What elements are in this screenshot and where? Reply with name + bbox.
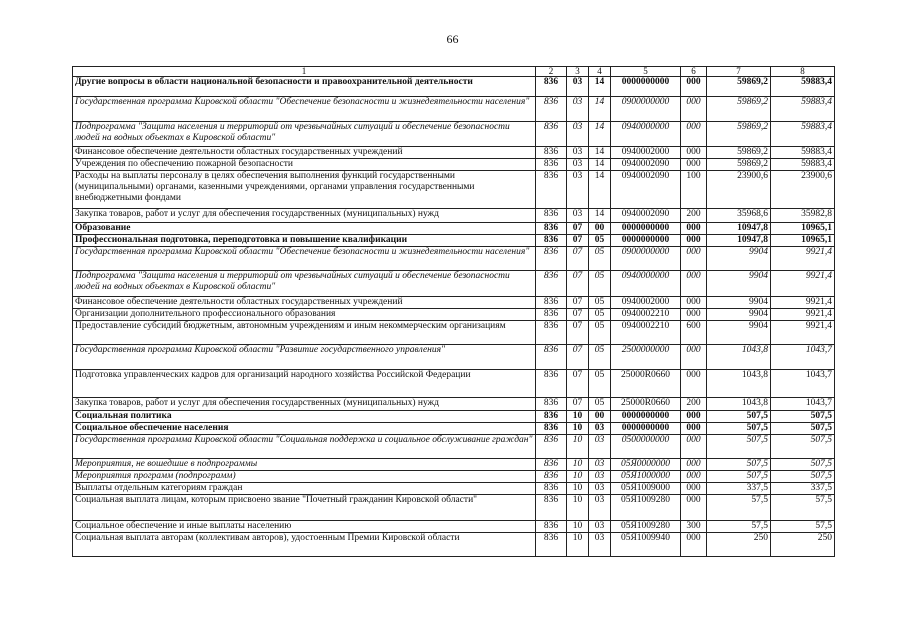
expense-type: 000 [681, 147, 707, 159]
expense-type: 300 [681, 521, 707, 533]
expense-type: 000 [681, 223, 707, 235]
table-row [73, 247, 835, 271]
section-code: 07 [567, 223, 589, 235]
section-code: 07 [567, 235, 589, 247]
target-article: 0940002090 [611, 209, 681, 223]
item-name: Организации дополнительного профессионального образования [73, 309, 536, 321]
ministry-code: 836 [536, 77, 567, 97]
amount-year-1: 1043,8 [707, 345, 771, 370]
page-number: 66 [446, 32, 459, 46]
section-code: 07 [567, 370, 589, 398]
target-article: 0940002090 [611, 171, 681, 209]
item-name: Государственная программа Кировской области "Социальная поддержка и социальное обслуживание граждан" [73, 435, 536, 459]
amount-year-2: 507,5 [771, 471, 835, 483]
ministry-code: 836 [536, 370, 567, 398]
amount-year-2: 10965,1 [771, 223, 835, 235]
amount-year-2: 507,5 [771, 423, 835, 435]
expense-type: 000 [681, 97, 707, 122]
amount-year-2: 23900,6 [771, 171, 835, 209]
subsection-code: 05 [589, 309, 611, 321]
header-cell: 2 [536, 67, 567, 77]
target-article: 0000000000 [611, 411, 681, 423]
ministry-code: 836 [536, 459, 567, 471]
subsection-code: 03 [589, 495, 611, 521]
amount-year-1: 9904 [707, 321, 771, 345]
ministry-code: 836 [536, 171, 567, 209]
item-name: Расходы на выплаты персоналу в целях обеспечения выполнения функций государственными (муниципальными) органами, казенными учреждениями, органами управления государственными внебюджетными фондами [73, 171, 536, 209]
ministry-code: 836 [536, 321, 567, 345]
amount-year-2: 57,5 [771, 495, 835, 521]
header-cell: 8 [771, 67, 835, 77]
target-article: 05Я1009940 [611, 533, 681, 557]
item-name: Социальная выплата лицам, которым присвоено звание "Почетный гражданин Кировской области" [73, 495, 536, 521]
ministry-code: 836 [536, 435, 567, 459]
subsection-code: 03 [589, 521, 611, 533]
table-row [73, 147, 835, 159]
ministry-code: 836 [536, 495, 567, 521]
expense-type: 000 [681, 345, 707, 370]
target-article: 0940002000 [611, 147, 681, 159]
target-article: 0000000000 [611, 77, 681, 97]
ministry-code: 836 [536, 271, 567, 297]
ministry-code: 836 [536, 345, 567, 370]
item-name: Закупка товаров, работ и услуг для обеспечения государственных (муниципальных) нужд [73, 209, 536, 223]
table-row [73, 533, 835, 557]
amount-year-2: 507,5 [771, 435, 835, 459]
ministry-code: 836 [536, 411, 567, 423]
expense-type: 000 [681, 471, 707, 483]
section-code: 07 [567, 297, 589, 309]
table-row [73, 459, 835, 471]
expense-type: 000 [681, 423, 707, 435]
amount-year-1: 507,5 [707, 471, 771, 483]
section-code: 10 [567, 411, 589, 423]
amount-year-1: 9904 [707, 309, 771, 321]
table-row [73, 471, 835, 483]
expense-type: 000 [681, 483, 707, 495]
subsection-code: 14 [589, 122, 611, 147]
expense-type: 000 [681, 495, 707, 521]
table-row [73, 209, 835, 223]
amount-year-2: 250 [771, 533, 835, 557]
amount-year-2: 9921,4 [771, 247, 835, 271]
section-code: 03 [567, 97, 589, 122]
amount-year-1: 59869,2 [707, 122, 771, 147]
section-code: 03 [567, 122, 589, 147]
budget-table [72, 66, 835, 557]
amount-year-1: 1043,8 [707, 370, 771, 398]
expense-type: 000 [681, 411, 707, 423]
item-name: Мероприятия, не вошедшие в подпрограммы [73, 459, 536, 471]
section-code: 03 [567, 171, 589, 209]
header-row [73, 67, 835, 77]
amount-year-2: 507,5 [771, 411, 835, 423]
header-cell: 4 [589, 67, 611, 77]
item-name: Финансовое обеспечение деятельности областных государственных учреждений [73, 297, 536, 309]
target-article: 05Я1000000 [611, 471, 681, 483]
header-cell: 6 [681, 67, 707, 77]
expense-type: 000 [681, 235, 707, 247]
ministry-code: 836 [536, 209, 567, 223]
amount-year-1: 59869,2 [707, 77, 771, 97]
table-row [73, 483, 835, 495]
subsection-code: 05 [589, 345, 611, 370]
table-row [73, 398, 835, 411]
amount-year-1: 23900,6 [707, 171, 771, 209]
table-row [73, 159, 835, 171]
expense-type: 000 [681, 435, 707, 459]
expense-type: 000 [681, 533, 707, 557]
subsection-code: 14 [589, 77, 611, 97]
amount-year-2: 337,5 [771, 483, 835, 495]
item-name: Другие вопросы в области национальной безопасности и правоохранительной деятельности [73, 77, 536, 97]
amount-year-2: 59883,4 [771, 122, 835, 147]
amount-year-1: 59869,2 [707, 159, 771, 171]
ministry-code: 836 [536, 533, 567, 557]
section-code: 03 [567, 209, 589, 223]
amount-year-2: 9921,4 [771, 321, 835, 345]
target-article: 0940000000 [611, 271, 681, 297]
table-row [73, 370, 835, 398]
section-code: 03 [567, 147, 589, 159]
section-code: 10 [567, 495, 589, 521]
subsection-code: 05 [589, 247, 611, 271]
subsection-code: 03 [589, 459, 611, 471]
section-code: 03 [567, 77, 589, 97]
header-cell: 3 [567, 67, 589, 77]
item-name: Мероприятия программ (подпрограмм) [73, 471, 536, 483]
amount-year-1: 9904 [707, 297, 771, 309]
amount-year-1: 250 [707, 533, 771, 557]
target-article: 25000R0660 [611, 370, 681, 398]
section-code: 10 [567, 435, 589, 459]
ministry-code: 836 [536, 471, 567, 483]
ministry-code: 836 [536, 97, 567, 122]
subsection-code: 03 [589, 423, 611, 435]
subsection-code: 14 [589, 171, 611, 209]
subsection-code: 14 [589, 147, 611, 159]
item-name: Государственная программа Кировской области "Развитие государственного управления" [73, 345, 536, 370]
section-code: 10 [567, 533, 589, 557]
target-article: 0000000000 [611, 423, 681, 435]
expense-type: 000 [681, 77, 707, 97]
subsection-code: 14 [589, 159, 611, 171]
amount-year-1: 507,5 [707, 459, 771, 471]
subsection-code: 05 [589, 321, 611, 345]
table-row [73, 171, 835, 209]
section-code: 10 [567, 483, 589, 495]
section-code: 10 [567, 471, 589, 483]
subsection-code: 05 [589, 398, 611, 411]
table-row [73, 345, 835, 370]
target-article: 0500000000 [611, 435, 681, 459]
target-article: 0940002210 [611, 321, 681, 345]
subsection-code: 03 [589, 471, 611, 483]
amount-year-2: 57,5 [771, 521, 835, 533]
table-row [73, 97, 835, 122]
amount-year-2: 1043,7 [771, 370, 835, 398]
amount-year-1: 1043,8 [707, 398, 771, 411]
table-row [73, 297, 835, 309]
target-article: 25000R0660 [611, 398, 681, 411]
target-article: 0000000000 [611, 235, 681, 247]
expense-type: 000 [681, 159, 707, 171]
target-article: 05Я1009000 [611, 483, 681, 495]
amount-year-1: 507,5 [707, 423, 771, 435]
target-article: 0900000000 [611, 247, 681, 271]
table-row [73, 235, 835, 247]
section-code: 07 [567, 345, 589, 370]
ministry-code: 836 [536, 122, 567, 147]
item-name: Государственная программа Кировской области "Обеспечение безопасности и жизнедеятельности населения" [73, 247, 536, 271]
item-name: Подпрограмма "Защита населения и территорий от чрезвычайных ситуаций и обеспечение безопасности людей на водных объектах в Кировской области" [73, 122, 536, 147]
ministry-code: 836 [536, 247, 567, 271]
target-article: 0000000000 [611, 223, 681, 235]
target-article: 0940002090 [611, 159, 681, 171]
ministry-code: 836 [536, 521, 567, 533]
table-row [73, 495, 835, 521]
item-name: Подготовка управленческих кадров для организаций народного хозяйства Российской Федерации [73, 370, 536, 398]
amount-year-2: 59883,4 [771, 147, 835, 159]
table-row [73, 411, 835, 423]
ministry-code: 836 [536, 483, 567, 495]
item-name: Профессиональная подготовка, переподготовка и повышение квалификации [73, 235, 536, 247]
amount-year-2: 9921,4 [771, 297, 835, 309]
subsection-code: 05 [589, 297, 611, 309]
amount-year-1: 35968,6 [707, 209, 771, 223]
expense-type: 000 [681, 309, 707, 321]
expense-type: 600 [681, 321, 707, 345]
target-article: 0900000000 [611, 97, 681, 122]
amount-year-2: 59883,4 [771, 97, 835, 122]
ministry-code: 836 [536, 235, 567, 247]
item-name: Социальное обеспечение и иные выплаты населению [73, 521, 536, 533]
table-row [73, 435, 835, 459]
expense-type: 000 [681, 271, 707, 297]
amount-year-2: 59883,4 [771, 159, 835, 171]
amount-year-2: 9921,4 [771, 309, 835, 321]
ministry-code: 836 [536, 309, 567, 321]
section-code: 07 [567, 247, 589, 271]
expense-type: 200 [681, 398, 707, 411]
amount-year-2: 59883,4 [771, 77, 835, 97]
header-cell: 7 [707, 67, 771, 77]
header-cell: 5 [611, 67, 681, 77]
amount-year-1: 9904 [707, 247, 771, 271]
amount-year-2: 35982,8 [771, 209, 835, 223]
subsection-code: 03 [589, 533, 611, 557]
amount-year-1: 59869,2 [707, 97, 771, 122]
item-name: Социальная политика [73, 411, 536, 423]
item-name: Социальное обеспечение населения [73, 423, 536, 435]
amount-year-1: 57,5 [707, 521, 771, 533]
target-article: 0940000000 [611, 122, 681, 147]
amount-year-1: 507,5 [707, 435, 771, 459]
amount-year-2: 507,5 [771, 459, 835, 471]
subsection-code: 05 [589, 370, 611, 398]
table-row [73, 122, 835, 147]
expense-type: 000 [681, 370, 707, 398]
section-code: 07 [567, 321, 589, 345]
ministry-code: 836 [536, 223, 567, 235]
subsection-code: 05 [589, 271, 611, 297]
section-code: 07 [567, 309, 589, 321]
table-row [73, 521, 835, 533]
table-row [73, 423, 835, 435]
item-name: Государственная программа Кировской области "Обеспечение безопасности и жизнедеятельности населения" [73, 97, 536, 122]
target-article: 2500000000 [611, 345, 681, 370]
section-code: 07 [567, 271, 589, 297]
amount-year-2: 1043,7 [771, 398, 835, 411]
amount-year-2: 1043,7 [771, 345, 835, 370]
amount-year-1: 10947,8 [707, 223, 771, 235]
table-row [73, 271, 835, 297]
ministry-code: 836 [536, 147, 567, 159]
amount-year-1: 507,5 [707, 411, 771, 423]
subsection-code: 14 [589, 97, 611, 122]
item-name: Учреждения по обеспечению пожарной безопасности [73, 159, 536, 171]
expense-type: 100 [681, 171, 707, 209]
target-article: 05Я0000000 [611, 459, 681, 471]
section-code: 03 [567, 159, 589, 171]
expense-type: 200 [681, 209, 707, 223]
target-article: 05Я1009280 [611, 521, 681, 533]
amount-year-1: 9904 [707, 271, 771, 297]
expense-type: 000 [681, 297, 707, 309]
subsection-code: 00 [589, 223, 611, 235]
header-cell: 1 [73, 67, 536, 77]
ministry-code: 836 [536, 398, 567, 411]
table-row [73, 77, 835, 97]
amount-year-2: 9921,4 [771, 271, 835, 297]
section-code: 07 [567, 398, 589, 411]
subsection-code: 05 [589, 235, 611, 247]
amount-year-1: 337,5 [707, 483, 771, 495]
ministry-code: 836 [536, 297, 567, 309]
item-name: Образование [73, 223, 536, 235]
ministry-code: 836 [536, 423, 567, 435]
expense-type: 000 [681, 247, 707, 271]
amount-year-1: 57,5 [707, 495, 771, 521]
subsection-code: 03 [589, 483, 611, 495]
subsection-code: 00 [589, 411, 611, 423]
item-name: Предоставление субсидий бюджетным, автономным учреждениям и иным некоммерческим организациям [73, 321, 536, 345]
item-name: Выплаты отдельным категориям граждан [73, 483, 536, 495]
target-article: 0940002210 [611, 309, 681, 321]
amount-year-2: 10965,1 [771, 235, 835, 247]
subsection-code: 14 [589, 209, 611, 223]
target-article: 05Я1009280 [611, 495, 681, 521]
item-name: Социальная выплата авторам (коллективам авторов), удостоенным Премии Кировской области [73, 533, 536, 557]
section-code: 10 [567, 423, 589, 435]
table-row [73, 223, 835, 235]
item-name: Закупка товаров, работ и услуг для обеспечения государственных (муниципальных) нужд [73, 398, 536, 411]
section-code: 10 [567, 459, 589, 471]
amount-year-1: 59869,2 [707, 147, 771, 159]
table-row [73, 309, 835, 321]
table-row [73, 321, 835, 345]
section-code: 10 [567, 521, 589, 533]
expense-type: 000 [681, 459, 707, 471]
ministry-code: 836 [536, 159, 567, 171]
item-name: Финансовое обеспечение деятельности областных государственных учреждений [73, 147, 536, 159]
subsection-code: 03 [589, 435, 611, 459]
expense-type: 000 [681, 122, 707, 147]
amount-year-1: 10947,8 [707, 235, 771, 247]
item-name: Подпрограмма "Защита населения и территорий от чрезвычайных ситуаций и обеспечение безопасности людей на водных объектах в Кировской области" [73, 271, 536, 297]
target-article: 0940002000 [611, 297, 681, 309]
